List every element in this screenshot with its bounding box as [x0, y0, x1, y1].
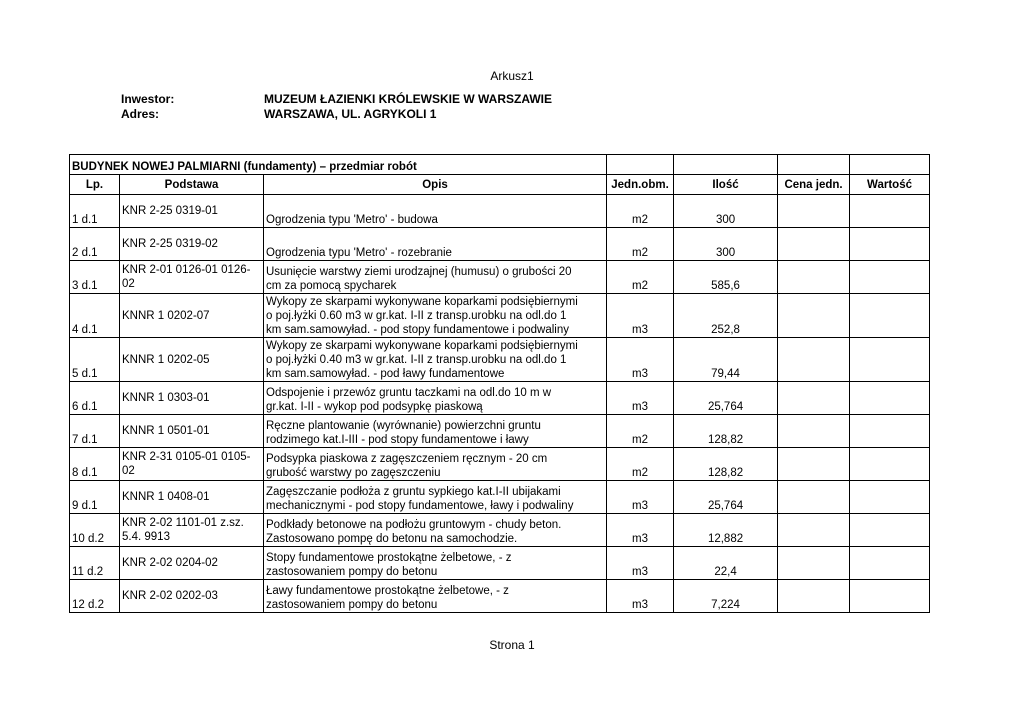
header-lp: Lp. — [70, 175, 120, 195]
row-unit-price — [778, 547, 850, 580]
table-title-row — [70, 155, 930, 175]
description-line: Wykopy ze skarpami wykonywane koparkami podsiębiernymi — [266, 296, 578, 308]
row-description — [264, 547, 607, 580]
row-unit: m3 — [607, 547, 674, 580]
row-qty: 128,82 — [674, 448, 778, 481]
header-unit: Jedn.obm. — [607, 175, 674, 195]
row-qty: 300 — [674, 195, 778, 228]
row-value — [850, 338, 930, 382]
row-unit: m3 — [607, 338, 674, 382]
row-description — [264, 228, 607, 261]
row-unit-price — [778, 514, 850, 547]
description-line: km sam.samowyład. - pod ławy fundamentowe — [266, 368, 505, 380]
description-line: Podsypka piaskowa z zagęszczeniem ręcznym - 20 cm — [266, 453, 548, 465]
header-qty: Ilość — [674, 175, 778, 195]
row-unit-price — [778, 195, 850, 228]
row-unit: m2 — [607, 228, 674, 261]
row-unit: m3 — [607, 382, 674, 415]
description-line: grubość warstwy po zagęszczeniu — [266, 467, 441, 479]
table-row — [70, 228, 930, 261]
row-lp: 6 d.1 — [70, 382, 120, 415]
header-basis: Podstawa — [120, 175, 264, 195]
row-unit-price — [778, 294, 850, 338]
row-unit-price — [778, 580, 850, 613]
row-value — [850, 228, 930, 261]
table-row — [70, 514, 930, 547]
row-unit-price — [778, 338, 850, 382]
table-row — [70, 415, 930, 448]
row-qty: 12,882 — [674, 514, 778, 547]
description-line: zastosowaniem pompy do betonu — [266, 599, 438, 611]
row-qty: 25,764 — [674, 481, 778, 514]
description-line: o poj.łyżki 0.40 m3 w gr.kat. I-II z transp.urobku na odl.do 1 — [266, 354, 567, 366]
row-basis: KNR 2-25 0319-01 — [120, 195, 264, 228]
header-description: Opis — [264, 175, 607, 195]
header-unit-price: Cena jedn. — [778, 175, 850, 195]
row-unit-price — [778, 382, 850, 415]
row-lp: 9 d.1 — [70, 481, 120, 514]
row-value — [850, 415, 930, 448]
row-qty: 585,6 — [674, 261, 778, 294]
header-value: Wartość — [850, 175, 930, 195]
description-line: mechanicznymi - pod stopy fundamentowe, ławy i podwaliny — [266, 500, 574, 512]
row-basis: KNR 2-01 0126-01 0126-02 — [120, 261, 264, 294]
description-line: rodzimego kat.I-III - pod stopy fundamentowe i ławy — [266, 434, 529, 446]
table-header-row — [70, 175, 930, 195]
row-basis: KNNR 1 0501-01 — [120, 415, 264, 448]
row-qty: 300 — [674, 228, 778, 261]
row-unit-price — [778, 228, 850, 261]
table-row — [70, 547, 930, 580]
investor-value: MUZEUM ŁAZIENKI KRÓLEWSKIE W WARSZAWIE — [264, 92, 552, 106]
table-row — [70, 382, 930, 415]
table-row — [70, 580, 930, 613]
row-description — [264, 415, 607, 448]
description-line: Odspojenie i przewóz gruntu taczkami na odl.do 10 m w — [266, 387, 552, 399]
description-line: o poj.łyżki 0.60 m3 w gr.kat. I-II z transp.urobku na odl.do 1 — [266, 310, 567, 322]
address-value: WARSZAWA, UL. AGRYKOLI 1 — [264, 107, 437, 121]
row-description — [264, 195, 607, 228]
row-description — [264, 294, 607, 338]
row-unit: m3 — [607, 294, 674, 338]
sheet-name: Arkusz1 — [490, 69, 534, 83]
row-description — [264, 448, 607, 481]
cost-estimate-table — [69, 154, 930, 613]
description-line: Stopy fundamentowe prostokątne żelbetowe, - z — [266, 552, 512, 564]
row-unit: m2 — [607, 195, 674, 228]
row-basis: KNNR 1 0408-01 — [120, 481, 264, 514]
row-basis: KNR 2-02 1101-01 z.sz. 5.4. 9913 — [120, 514, 264, 547]
row-unit: m2 — [607, 261, 674, 294]
description-line: Zastosowano pompę do betonu na samochodzie. — [266, 533, 518, 545]
table-row — [70, 294, 930, 338]
row-lp: 10 d.2 — [70, 514, 120, 547]
row-value — [850, 514, 930, 547]
row-description — [264, 338, 607, 382]
row-lp: 1 d.1 — [70, 195, 120, 228]
row-lp: 11 d.2 — [70, 547, 120, 580]
row-qty: 25,764 — [674, 382, 778, 415]
row-lp: 5 d.1 — [70, 338, 120, 382]
description-line: Wykopy ze skarpami wykonywane koparkami podsiębiernymi — [266, 340, 578, 352]
row-unit: m3 — [607, 514, 674, 547]
row-basis: KNR 2-02 0202-03 — [120, 580, 264, 613]
row-qty: 79,44 — [674, 338, 778, 382]
table-row — [70, 448, 930, 481]
row-value — [850, 547, 930, 580]
row-basis: KNR 2-02 0204-02 — [120, 547, 264, 580]
row-unit-price — [778, 448, 850, 481]
row-unit-price — [778, 261, 850, 294]
row-value — [850, 481, 930, 514]
row-lp: 7 d.1 — [70, 415, 120, 448]
description-line: km sam.samowyład. - pod stopy fundamentowe i podwaliny — [266, 324, 569, 336]
description-line: Ogrodzenia typu 'Metro' - budowa — [266, 214, 438, 226]
row-value — [850, 261, 930, 294]
row-lp: 4 d.1 — [70, 294, 120, 338]
row-value — [850, 580, 930, 613]
description-line: cm za pomocą spycharek — [266, 280, 397, 292]
description-line: Usunięcie warstwy ziemi urodzajnej (humusu) o grubości 20 — [266, 266, 572, 278]
table-row — [70, 195, 930, 228]
row-unit: m3 — [607, 580, 674, 613]
row-value — [850, 195, 930, 228]
row-value — [850, 448, 930, 481]
row-lp: 3 d.1 — [70, 261, 120, 294]
address-label: Adres: — [121, 107, 160, 121]
page-footer: Strona 1 — [489, 638, 535, 652]
description-line: zastosowaniem pompy do betonu — [266, 566, 438, 578]
table-row — [70, 481, 930, 514]
row-lp: 12 d.2 — [70, 580, 120, 613]
table-row — [70, 261, 930, 294]
row-qty: 7,224 — [674, 580, 778, 613]
row-unit-price — [778, 415, 850, 448]
row-lp: 2 d.1 — [70, 228, 120, 261]
row-qty: 128,82 — [674, 415, 778, 448]
description-line: Ławy fundamentowe prostokątne żelbetowe, - z — [266, 585, 509, 597]
row-basis: KNR 2-31 0105-01 0105-02 — [120, 448, 264, 481]
row-basis: KNNR 1 0202-07 — [120, 294, 264, 338]
table-row — [70, 338, 930, 382]
row-qty: 252,8 — [674, 294, 778, 338]
description-line: Ogrodzenia typu 'Metro' - rozebranie — [266, 247, 452, 259]
row-value — [850, 382, 930, 415]
description-line: gr.kat. I-II - wykop pod podsypkę piaskową — [266, 401, 483, 413]
row-basis: KNR 2-25 0319-02 — [120, 228, 264, 261]
row-description — [264, 382, 607, 415]
row-basis: KNNR 1 0202-05 — [120, 338, 264, 382]
row-unit-price — [778, 481, 850, 514]
description-line: Ręczne plantowanie (wyrównanie) powierzchni gruntu — [266, 420, 541, 432]
row-qty: 22,4 — [674, 547, 778, 580]
description-line: Podkłady betonowe na podłożu gruntowym - chudy beton. — [266, 519, 562, 531]
table-body — [70, 195, 930, 613]
row-description — [264, 261, 607, 294]
table-title: BUDYNEK NOWEJ PALMIARNI (fundamenty) – przedmiar robót — [70, 155, 607, 175]
row-basis: KNNR 1 0303-01 — [120, 382, 264, 415]
row-unit: m2 — [607, 448, 674, 481]
description-line: Zagęszczanie podłoża z gruntu sypkiego kat.I-II ubijakami — [266, 486, 561, 498]
row-description — [264, 580, 607, 613]
row-unit: m2 — [607, 415, 674, 448]
row-value — [850, 294, 930, 338]
row-description — [264, 514, 607, 547]
row-lp: 8 d.1 — [70, 448, 120, 481]
investor-label: Inwestor: — [121, 92, 175, 106]
row-unit: m3 — [607, 481, 674, 514]
row-description — [264, 481, 607, 514]
